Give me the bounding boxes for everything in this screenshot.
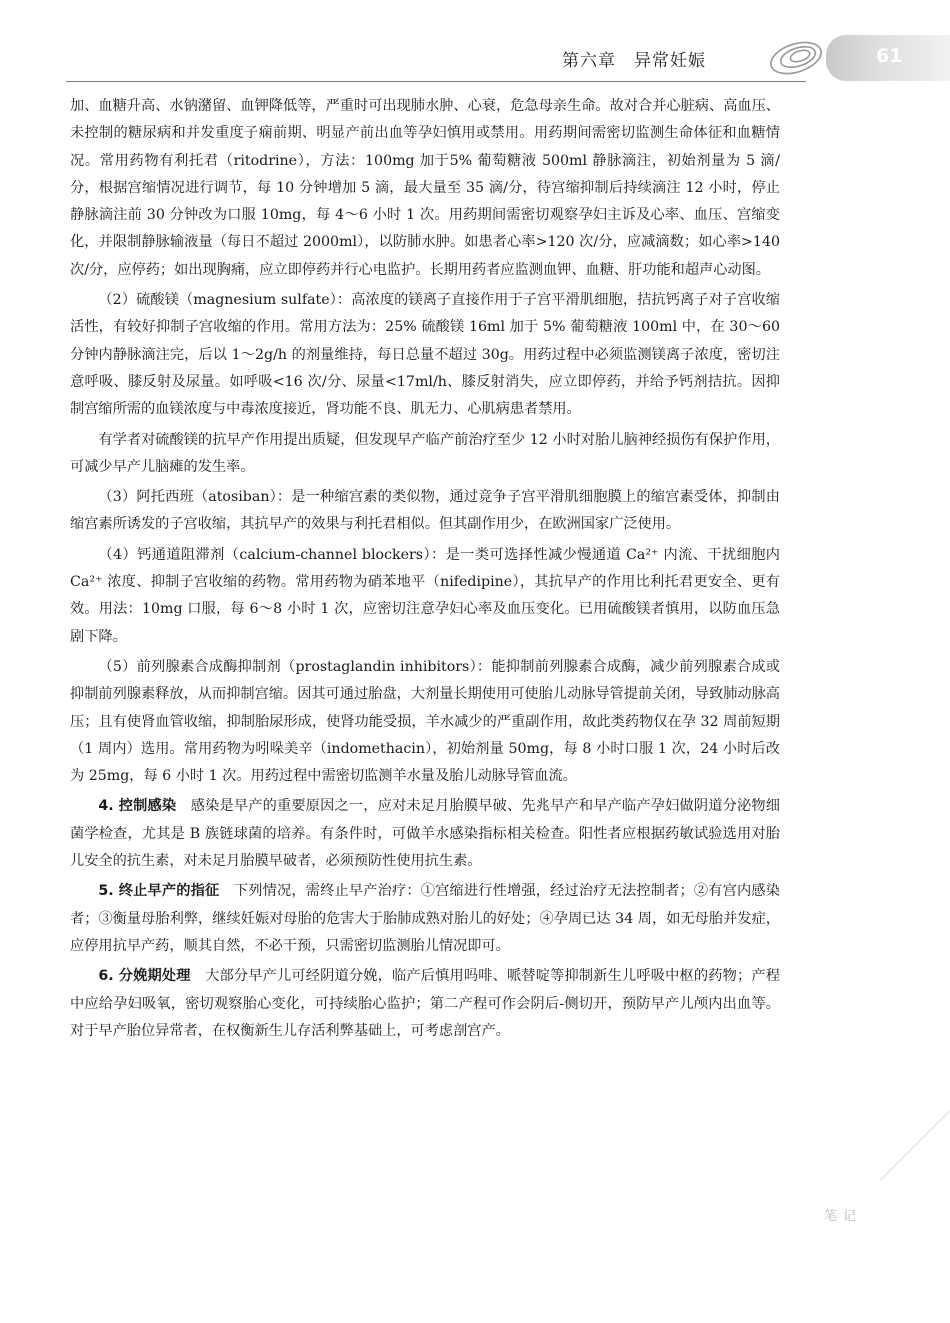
notes-margin-label: 笔记 [824,1209,863,1224]
chapter-title: 第六章 异常妊娠 [562,51,706,71]
section-heading-termination: 5. 终止早产的指征 [98,883,220,900]
section-text-delivery: 大部分早产儿可经阴道分娩，临产后慎用吗啡、哌替啶等抑制新生儿呼吸中枢的药物；产程中应给孕妇吸氧，密切观察胎心变化，可持续胎心监护；第二产程可作会阴后-侧切开，预防早产儿颅内出血等。对于早产胎位异常者，在权衡新生儿存活利弊基础上，可考虑剖宫产。 [70,968,780,1039]
paragraph-atosiban: （3）阿托西班（atosiban）：是一种缩宫素的类似物，通过竞争子宫平滑肌细胞膜上的缩宫素受体，抑制由缩宫素所诱发的子宫收缩，其抗早产的效果与利托君相似。但其副作用少，在欧洲国家广泛使用。 [70,489,780,533]
section-infection-control [70,793,780,875]
paragraph-continuation: 加、血糖升高、水钠潴留、血钾降低等，严重时可出现肺水肿、心衰，危急母亲生命。故对合并心脏病、高血压、未控制的糖尿病和并发重度子痫前期、明显产前出血等孕妇慎用或禁用。用药期间需密切监测生命体征和血糖情况。常用药物有利托君（ritodrine），方法：100mg 加于5% 葡萄糖液 500ml 静脉滴注，初始剂量为 5 滴/分，根据宫缩情况进行调节，每 10 分钟增加 5 滴，最大量至 35 滴/分，待宫缩抑制后持续滴注 12 小时，停止静脉滴注前 30 分钟改为口服 10mg，每 4～6 小时 1 次。用药期间需密切观察孕妇主诉及心率、血压、宫缩变化，并限制静脉输液量（每日不超过 2000ml），以防肺水肿。如患者心率>120 次/分，应减滴数；如心率>140 次/分，应停药；如出现胸痛，应立即停药并行心电监护。长期用药者应监测血钾、血糖、肝功能和超声心动图。 [70,98,780,278]
paragraph-calcium-channel-blockers: （4）钙通道阻滞剂（calcium-channel blockers）：是一类可选择性减少慢通道 Ca²⁺ 内流、干扰细胞内 Ca²⁺ 浓度、抑制子宫收缩的药物。常用药物为硝苯地平（nifedipine），其抗早产的作用比利托君更安全、更有效。用法：10mg 口服，每 6～8 小时 1 次，应密切注意孕妇心率及血压变化。已用硫酸镁者慎用，以防血压急剧下降。 [70,546,780,645]
section-delivery-management [70,963,780,1045]
section-heading-infection: 4. 控制感染 [98,798,177,815]
swirl-logo-icon [758,32,828,82]
paragraph-magnesium-note: 有学者对硫酸镁的抗早产作用提出质疑，但发现早产临产前治疗至少 12 小时对胎儿脑神经损伤有保护作用，可减少早产儿脑瘫的发生率。 [70,431,780,475]
paragraph-prostaglandin-inhibitors: （5）前列腺素合成酶抑制剂（prostaglandin inhibitors）：能抑制前列腺素合成酶，减少前列腺素合成或抑制前列腺素释放，从而抑制宫缩。因其可通过胎盘，大剂量长期使用可使胎儿动脉导管提前关闭，导致肺动脉高压；且有使肾血管收缩，抑制胎尿形成，使肾功能受损，羊水减少的严重副作用，故此类药物仅在孕 32 周前短期（1 周内）选用。常用药物为吲哚美辛（indomethacin），初始剂量 50mg，每 8 小时口服 1 次，24 小时后改为 25mg，每 6 小时 1 次。用药过程中需密切监测羊水量及胎儿动脉导管血流。 [70,658,780,785]
section-text-termination: 下列情况，需终止早产治疗：①宫缩进行性增强，经过治疗无法控制者；②有宫内感染者；③衡量母胎利弊，继续妊娠对母胎的危害大于胎肺成熟对胎儿的好处；④孕周已达 34 周，如无母胎并发症，应停用抗早产药，顺其自然，不必干预，只需密切监测胎儿情况即可。 [70,883,780,954]
page-body [70,93,780,1048]
section-heading-delivery: 6. 分娩期处理 [98,968,191,985]
page-number: 61 [876,45,903,67]
section-termination-indications [70,878,780,960]
page-number-tab [826,35,950,81]
header-rule [66,81,806,82]
section-text-infection: 感染是早产的重要原因之一，应对未足月胎膜早破、先兆早产和早产临产孕妇做阴道分泌物细菌学检查，尤其是 B 族链球菌的培养。有条件时，可做羊水感染指标相关检查。阳性者应根据药敏试验选用对胎儿安全的抗生素，对未足月胎膜早破者，必须预防性使用抗生素。 [70,798,780,870]
paragraph-magnesium-sulfate: （2）硫酸镁（magnesium sulfate）：高浓度的镁离子直接作用于子宫平滑肌细胞，拮抗钙离子对子宫收缩活性，有较好抑制子宫收缩的作用。常用方法为：25% 硫酸镁 16ml 加于 5% 葡萄糖液 100ml 中，在 30～60 分钟内静脉滴注完，后以 1～2g/h 的剂量维持，每日总量不超过 30g。用药过程中必须监测镁离子浓度，密切注意呼吸、膝反射及尿量。如呼吸<16 次/分、尿量<17ml/h、膝反射消失，应立即停药，并给予钙剂拮抗。因抑制宫缩所需的血镁浓度与中毒浓度接近，肾功能不良、肌无力、心肌病患者禁用。 [70,292,780,418]
corner-decoration [880,1095,950,1181]
